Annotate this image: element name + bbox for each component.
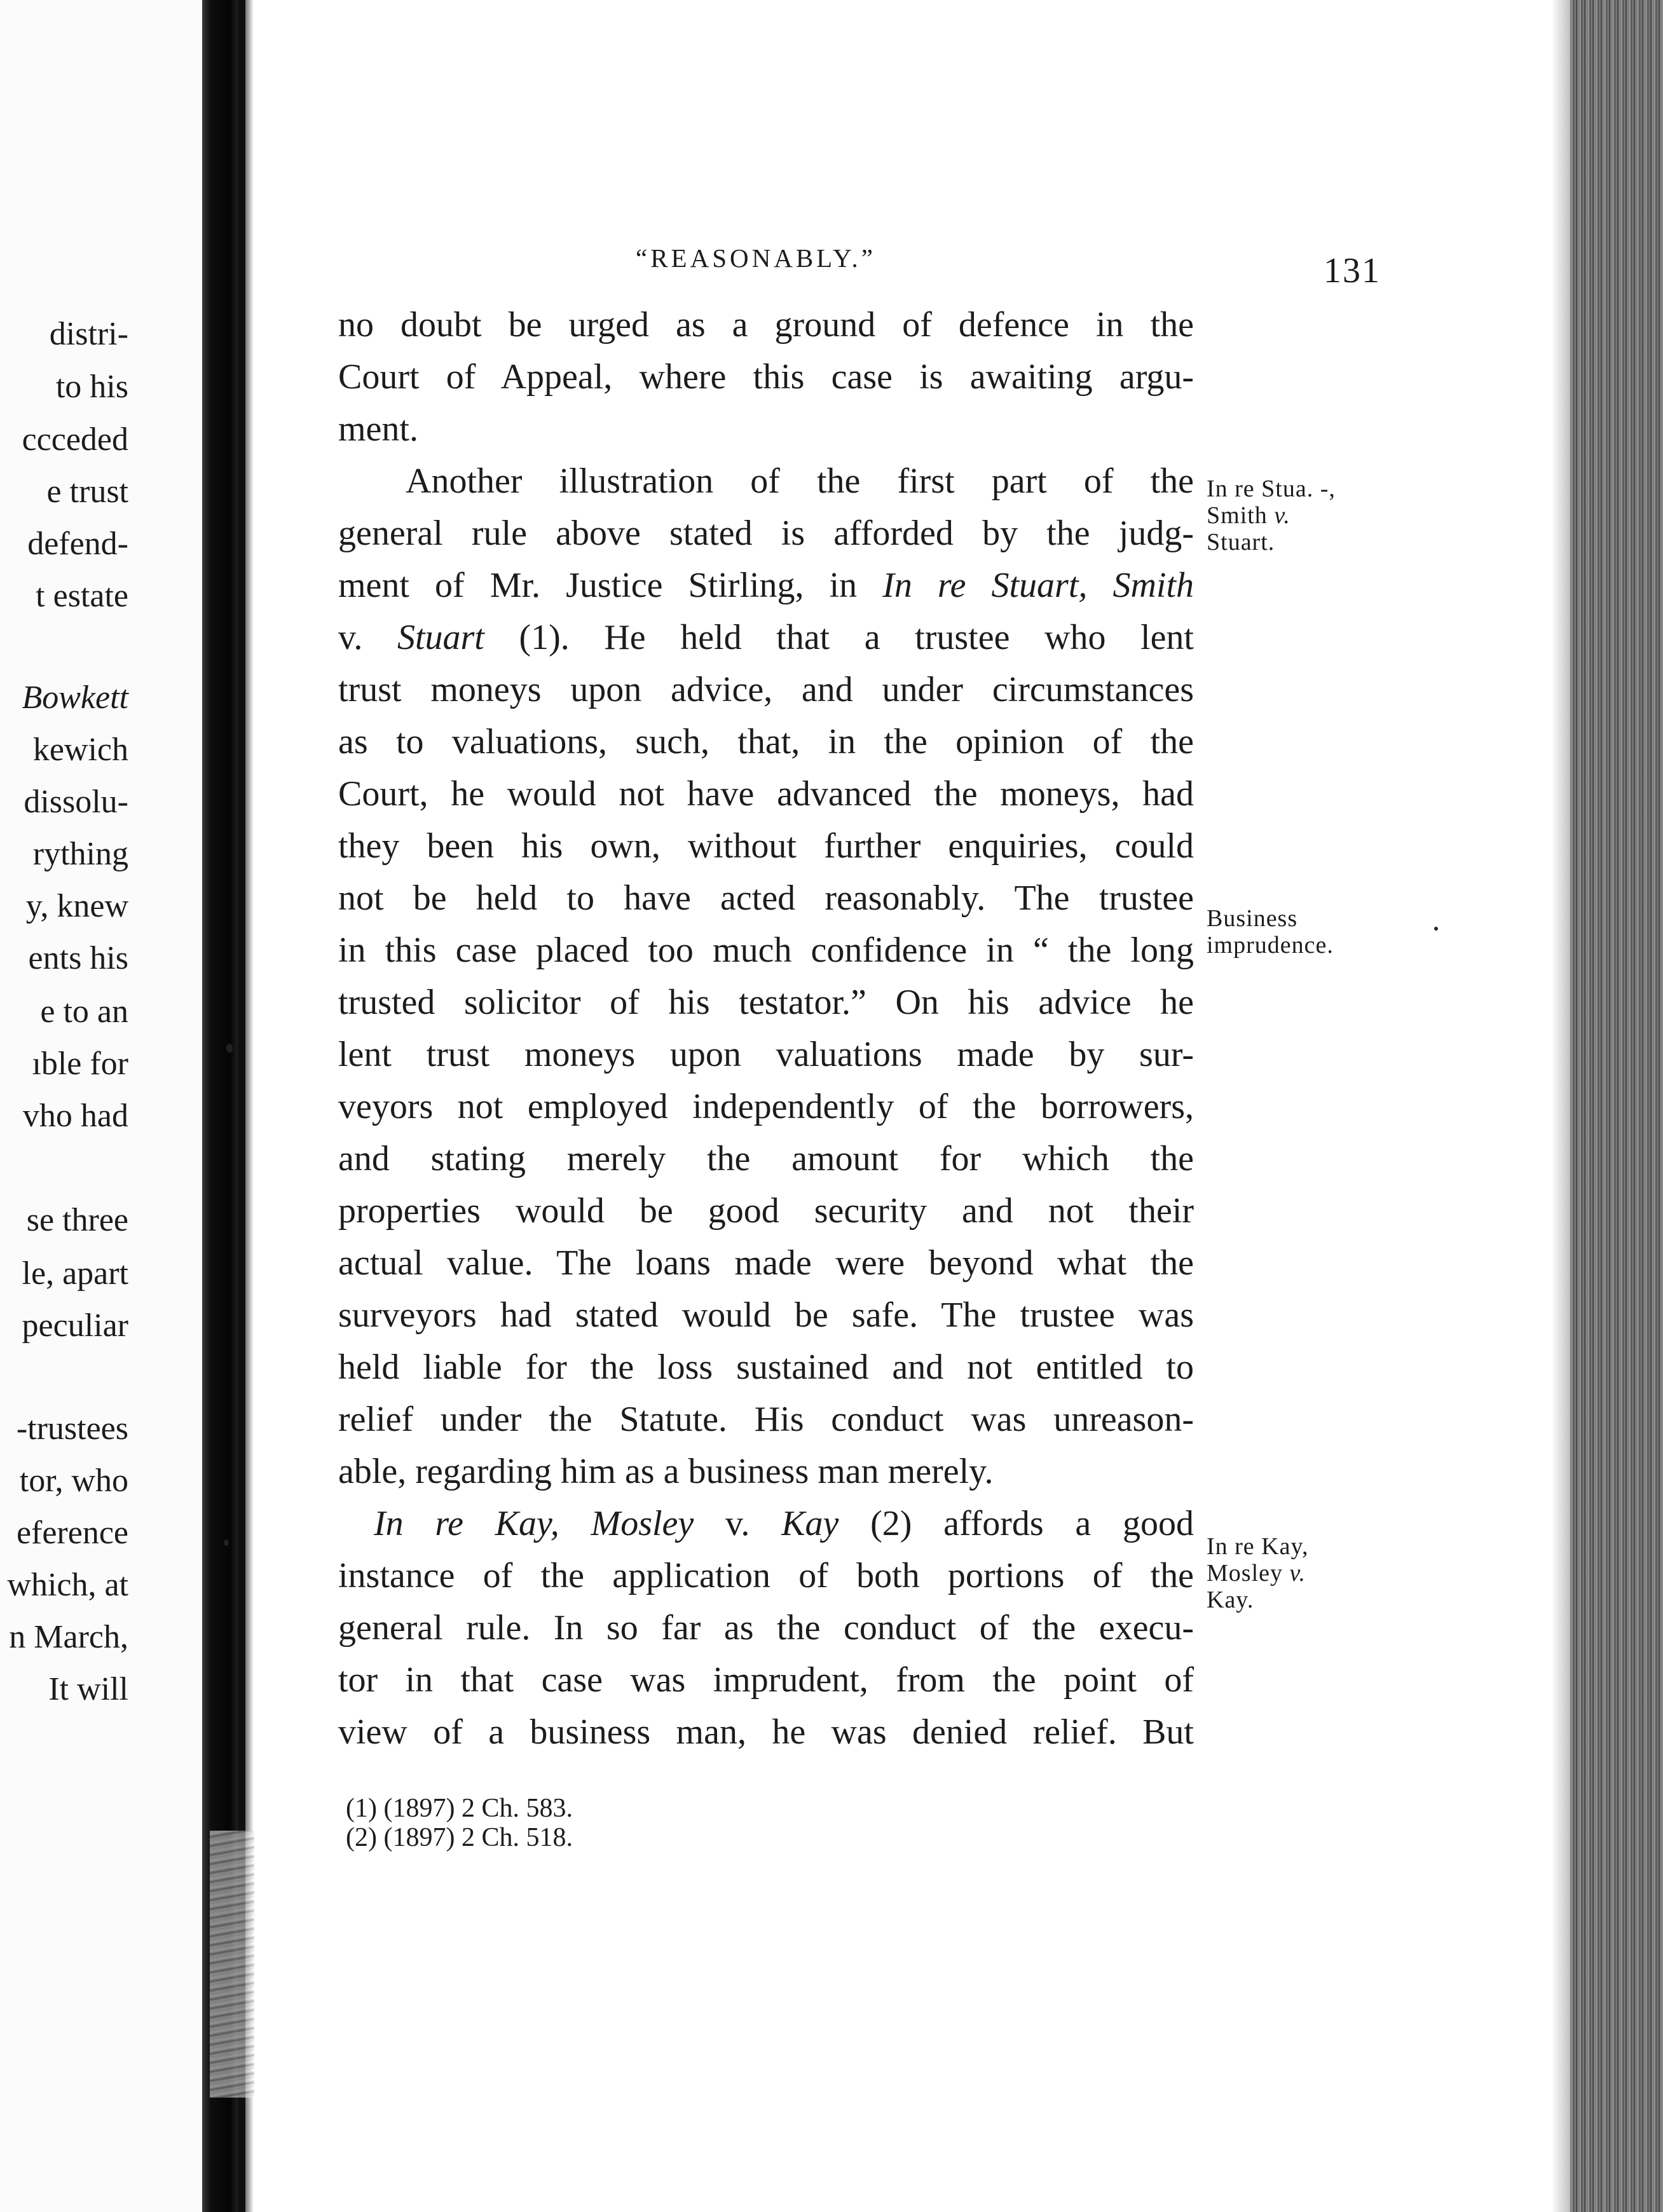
- line-text: able, regarding him as a business man merely.: [338, 1452, 994, 1491]
- footnotes: [346, 1794, 573, 1852]
- sidenote-text: imprudence.: [1207, 932, 1334, 959]
- body-line: [338, 1185, 1194, 1237]
- line-text: surveyors had stated would be safe. The trustee was: [338, 1295, 1194, 1335]
- facing-page-line: t estate: [36, 578, 128, 614]
- facing-page-line: se three: [26, 1202, 128, 1238]
- body-line: [338, 1133, 1194, 1185]
- sidenote-line: [1207, 932, 1334, 959]
- line-text: instance of the application of both portions of the: [338, 1556, 1194, 1595]
- sidenote-text: v.: [1289, 1560, 1306, 1587]
- sidenote-line: [1207, 1533, 1309, 1560]
- sidenote-in-re-kay: [1207, 1533, 1309, 1613]
- running-head: “REASONABLY.”: [636, 243, 876, 273]
- body-line: [338, 559, 1194, 611]
- body-line: [338, 716, 1194, 768]
- body-line: [338, 976, 1194, 1028]
- body-line: [338, 1081, 1194, 1133]
- sidenote-line: [1207, 475, 1336, 502]
- facing-page-line: ents his: [28, 940, 128, 976]
- body-line: [338, 1445, 1194, 1498]
- line-text: Court, he would not have advanced the moneys, had: [338, 774, 1194, 814]
- line-text: actual value. The loans made were beyond what the: [338, 1243, 1194, 1283]
- case-name-text: In re Stuart, Smith: [882, 566, 1194, 605]
- line-text: as to valuations, such, that, in the opinion of the: [338, 722, 1194, 761]
- line-text: lent trust moneys upon valuations made by sur-: [338, 1035, 1194, 1074]
- body-text: [338, 299, 1194, 1758]
- body-line: [338, 611, 1194, 664]
- body-line: [338, 507, 1194, 559]
- body-line: [338, 664, 1194, 716]
- body-line: [338, 1498, 1194, 1550]
- sidenote-text: Stuart.: [1207, 529, 1275, 556]
- page-number: 131: [1324, 251, 1381, 290]
- facing-page-line: dissolu-: [24, 784, 128, 820]
- line-text: veyors not employed independently of the borrowers,: [338, 1087, 1194, 1126]
- footnote-2: (2) (1897) 2 Ch. 518.: [346, 1823, 573, 1852]
- line-text: v.: [694, 1504, 782, 1543]
- line-text: (1). He held that a trustee who lent: [484, 618, 1194, 657]
- facing-page-line: ccceded: [22, 421, 128, 458]
- case-name-text: In re Kay, Mosley: [374, 1504, 694, 1543]
- sidenote-text: Kay.: [1207, 1587, 1254, 1613]
- line-text: properties would be good security and not their: [338, 1191, 1194, 1231]
- line-text: and stating merely the amount for which the: [338, 1139, 1194, 1178]
- line-text: trust moneys upon advice, and under circumstances: [338, 670, 1194, 709]
- facing-page-line: to his: [55, 369, 128, 405]
- body-line: [338, 1393, 1194, 1445]
- line-text: ment.: [338, 409, 418, 449]
- line-text: ment of Mr. Justice Stirling, in: [338, 566, 883, 605]
- line-text: no doubt be urged as a ground of defence in the: [338, 305, 1194, 345]
- body-line: [338, 872, 1194, 924]
- sidenote-line: [1207, 502, 1336, 529]
- line-text: trusted solicitor of his testator.” On his advice he: [338, 983, 1194, 1022]
- footnote-1: (1) (1897) 2 Ch. 583.: [346, 1794, 573, 1823]
- facing-page-line: eference: [16, 1515, 128, 1551]
- line-text: not be held to have acted reasonably. The trustee: [338, 878, 1194, 918]
- facing-page-line: e to an: [40, 993, 128, 1030]
- line-text: Court of Appeal, where this case is awaiting argu-: [338, 357, 1194, 397]
- facing-page-line: defend-: [27, 526, 128, 562]
- body-line: [338, 1654, 1194, 1706]
- line-text: in this case placed too much confidence in “ the long: [338, 931, 1194, 970]
- scan-speck: [1434, 927, 1438, 931]
- body-line: [338, 924, 1194, 976]
- facing-page-line: -trustees: [16, 1410, 128, 1447]
- sidenote-text: In re Kay,: [1207, 1533, 1309, 1560]
- line-text: v.: [338, 618, 397, 657]
- body-line: [338, 1602, 1194, 1654]
- sidenote-business-imprudence: [1207, 905, 1334, 959]
- body-line: [338, 1341, 1194, 1393]
- sidenote-text: v.: [1274, 502, 1290, 529]
- facing-page-line: e trust: [46, 474, 128, 510]
- sidenote-text: Business: [1207, 905, 1298, 932]
- sidenote-line: [1207, 905, 1334, 932]
- sidenote-text: Mosley: [1207, 1560, 1290, 1587]
- body-line: [338, 1706, 1194, 1758]
- facing-page-line: le, apart: [22, 1255, 128, 1292]
- line-text: view of a business man, he was denied relief. But: [338, 1712, 1194, 1752]
- facing-page-line: vho had: [22, 1098, 128, 1134]
- sidenote-line: [1207, 529, 1336, 556]
- line-text: general rule above stated is afforded by the judg-: [338, 514, 1194, 553]
- facing-page-fragment: [0, 0, 210, 2212]
- line-text: general rule. In so far as the conduct of the execu-: [338, 1608, 1194, 1648]
- sidenote-in-re-stuart: [1207, 475, 1336, 556]
- line-text: tor in that case was imprudent, from the point of: [338, 1660, 1194, 1700]
- body-line: [338, 403, 1194, 455]
- body-line: [338, 768, 1194, 820]
- binding-thread: [210, 1831, 254, 2098]
- line-text: Another illustration of the first part of the: [406, 461, 1194, 501]
- body-line: [338, 455, 1194, 507]
- body-line: [338, 1028, 1194, 1081]
- facing-page-line: n March,: [9, 1619, 128, 1655]
- sidenote-text: In re Stua. -,: [1207, 475, 1336, 502]
- facing-page-line: tor, who: [19, 1463, 128, 1499]
- line-text: held liable for the loss sustained and not entitled to: [338, 1348, 1194, 1387]
- line-text: relief under the Statute. His conduct was unreason-: [338, 1400, 1194, 1439]
- scan-speck: [226, 1044, 233, 1053]
- facing-page-line: which, at: [7, 1567, 128, 1603]
- sidenote-line: [1207, 1587, 1309, 1613]
- facing-page-line: ıble for: [32, 1046, 128, 1082]
- line-text: they been his own, without further enquiries, could: [338, 826, 1194, 866]
- facing-page-line: kewich: [32, 732, 128, 768]
- body-line: [338, 299, 1194, 351]
- case-name-text: Stuart: [397, 618, 484, 657]
- facing-page-line: rything: [32, 836, 128, 872]
- body-line: [338, 820, 1194, 872]
- facing-page-line: peculiar: [22, 1307, 128, 1344]
- facing-page-line: Bowkett: [22, 679, 128, 716]
- body-line: [338, 351, 1194, 403]
- sidenote-line: [1207, 1560, 1309, 1587]
- facing-page-line: distri-: [49, 316, 128, 352]
- line-text: (2) affords a good: [838, 1504, 1194, 1543]
- facing-page-line: y, knew: [25, 888, 128, 924]
- body-line: [338, 1550, 1194, 1602]
- case-name-text: Kay: [781, 1504, 839, 1543]
- body-line: [338, 1237, 1194, 1289]
- sidenote-text: Smith: [1207, 502, 1275, 529]
- body-line: [338, 1289, 1194, 1341]
- page-stack-edge: [1570, 0, 1663, 2212]
- facing-page-line: It will: [48, 1671, 128, 1707]
- scan-speck: [224, 1540, 229, 1546]
